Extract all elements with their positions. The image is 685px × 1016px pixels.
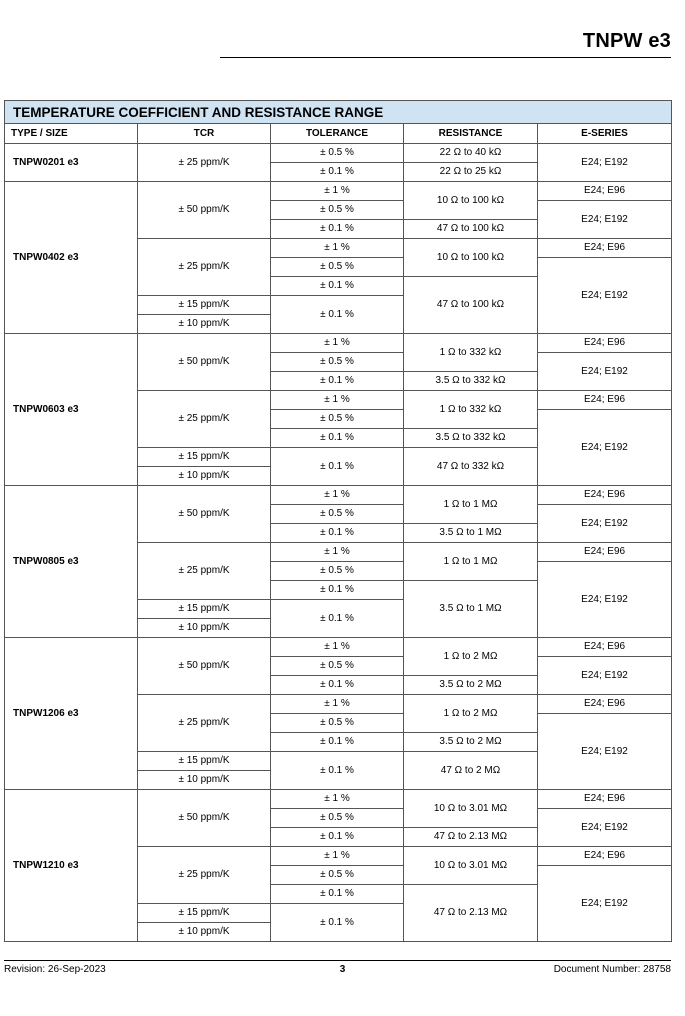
spec-cell: ± 1 % — [271, 543, 404, 562]
table-row — [5, 182, 672, 201]
spec-cell: ± 10 ppm/K — [138, 467, 271, 486]
table-row — [5, 486, 672, 505]
spec-cell: ± 1 % — [271, 638, 404, 657]
spec-cell: E24; E96 — [538, 486, 672, 505]
spec-cell: 3.5 Ω to 2 MΩ — [404, 733, 538, 752]
spec-cell: ± 1 % — [271, 486, 404, 505]
spec-cell: E24; E192 — [538, 657, 672, 695]
table-row — [5, 334, 672, 353]
spec-cell: 47 Ω to 332 kΩ — [404, 448, 538, 486]
spec-cell: ± 0.5 % — [271, 201, 404, 220]
spec-cell: 47 Ω to 2.13 MΩ — [404, 828, 538, 847]
spec-cell: 1 Ω to 332 kΩ — [404, 334, 538, 372]
spec-cell: ± 0.1 % — [271, 296, 404, 334]
spec-cell: ± 0.1 % — [271, 600, 404, 638]
spec-cell: ± 0.1 % — [271, 676, 404, 695]
spec-cell: E24; E96 — [538, 239, 672, 258]
spec-cell: ± 15 ppm/K — [138, 904, 271, 923]
type-size-cell: TNPW1210 e3 — [5, 790, 138, 942]
spec-cell: ± 50 ppm/K — [138, 182, 271, 239]
spec-cell: ± 25 ppm/K — [138, 391, 271, 448]
spec-cell: 47 Ω to 100 kΩ — [404, 277, 538, 334]
table-row — [5, 790, 672, 809]
spec-cell: ± 0.5 % — [271, 657, 404, 676]
spec-cell: ± 0.1 % — [271, 163, 404, 182]
spec-cell: ± 0.1 % — [271, 733, 404, 752]
spec-cell: ± 15 ppm/K — [138, 600, 271, 619]
column-header-resistance: RESISTANCE — [404, 124, 538, 144]
spec-cell: ± 0.1 % — [271, 220, 404, 239]
type-size-cell: TNPW0201 e3 — [5, 144, 138, 182]
spec-cell: ± 25 ppm/K — [138, 543, 271, 600]
table-body — [5, 144, 672, 942]
spec-cell: 3.5 Ω to 1 MΩ — [404, 524, 538, 543]
spec-cell: ± 0.5 % — [271, 562, 404, 581]
spec-cell: 10 Ω to 100 kΩ — [404, 239, 538, 277]
spec-cell: E24; E192 — [538, 410, 672, 486]
spec-cell: ± 0.5 % — [271, 505, 404, 524]
spec-cell: ± 10 ppm/K — [138, 315, 271, 334]
spec-cell: ± 25 ppm/K — [138, 695, 271, 752]
spec-cell: ± 10 ppm/K — [138, 923, 271, 942]
spec-cell: 3.5 Ω to 332 kΩ — [404, 429, 538, 448]
spec-cell: ± 0.5 % — [271, 410, 404, 429]
spec-cell: 1 Ω to 2 MΩ — [404, 638, 538, 676]
column-header-type-size: TYPE / SIZE — [5, 124, 138, 144]
spec-cell: E24; E96 — [538, 695, 672, 714]
spec-cell: E24; E192 — [538, 505, 672, 543]
spec-cell: ± 50 ppm/K — [138, 486, 271, 543]
column-header-e-series: E-SERIES — [538, 124, 672, 144]
spec-cell: 1 Ω to 332 kΩ — [404, 391, 538, 429]
spec-cell: 47 Ω to 2.13 MΩ — [404, 885, 538, 942]
tcr-resistance-table — [4, 100, 672, 942]
spec-cell: ± 25 ppm/K — [138, 239, 271, 296]
spec-cell: ± 50 ppm/K — [138, 334, 271, 391]
spec-cell: 10 Ω to 3.01 MΩ — [404, 790, 538, 828]
type-size-cell: TNPW0603 e3 — [5, 334, 138, 486]
spec-cell: ± 0.1 % — [271, 752, 404, 790]
spec-cell: E24; E192 — [538, 258, 672, 334]
spec-cell: 3.5 Ω to 1 MΩ — [404, 581, 538, 638]
spec-cell: E24; E192 — [538, 144, 672, 182]
spec-cell: ± 0.1 % — [271, 581, 404, 600]
spec-cell: ± 1 % — [271, 790, 404, 809]
spec-cell: ± 10 ppm/K — [138, 619, 271, 638]
spec-cell: 1 Ω to 1 MΩ — [404, 486, 538, 524]
spec-cell: ± 0.5 % — [271, 258, 404, 277]
spec-cell: ± 1 % — [271, 182, 404, 201]
spec-cell: 47 Ω to 100 kΩ — [404, 220, 538, 239]
spec-cell: E24; E192 — [538, 562, 672, 638]
spec-cell: ± 0.1 % — [271, 372, 404, 391]
spec-cell: ± 0.1 % — [271, 448, 404, 486]
spec-cell: E24; E192 — [538, 201, 672, 239]
spec-cell: E24; E96 — [538, 182, 672, 201]
type-size-cell: TNPW1206 e3 — [5, 638, 138, 790]
spec-cell: E24; E192 — [538, 353, 672, 391]
spec-cell: ± 25 ppm/K — [138, 144, 271, 182]
spec-cell: ± 1 % — [271, 847, 404, 866]
spec-cell: 3.5 Ω to 332 kΩ — [404, 372, 538, 391]
revision-date: Revision: 26-Sep-2023 — [4, 964, 106, 975]
spec-cell: 22 Ω to 25 kΩ — [404, 163, 538, 182]
spec-cell: E24; E192 — [538, 714, 672, 790]
page-number: 3 — [339, 964, 346, 975]
spec-cell: ± 1 % — [271, 334, 404, 353]
spec-cell: ± 25 ppm/K — [138, 847, 271, 904]
spec-cell: ± 0.1 % — [271, 524, 404, 543]
table-caption: TEMPERATURE COEFFICIENT AND RESISTANCE RANGE — [5, 101, 672, 124]
spec-cell: 1 Ω to 1 MΩ — [404, 543, 538, 581]
spec-cell: ± 0.5 % — [271, 353, 404, 372]
spec-cell: E24; E96 — [538, 847, 672, 866]
type-size-cell: TNPW0402 e3 — [5, 182, 138, 334]
spec-cell: ± 15 ppm/K — [138, 752, 271, 771]
spec-cell: 10 Ω to 3.01 MΩ — [404, 847, 538, 885]
spec-cell: E24; E96 — [538, 391, 672, 410]
spec-cell: 3.5 Ω to 2 MΩ — [404, 676, 538, 695]
page-title: TNPW e3 — [582, 30, 671, 52]
footer-divider — [4, 960, 671, 961]
spec-cell: ± 0.1 % — [271, 277, 404, 296]
spec-cell: E24; E96 — [538, 790, 672, 809]
spec-cell: ± 50 ppm/K — [138, 790, 271, 847]
spec-cell: ± 1 % — [271, 239, 404, 258]
spec-cell: ± 1 % — [271, 695, 404, 714]
spec-cell: E24; E96 — [538, 638, 672, 657]
spec-cell: ± 0.5 % — [271, 866, 404, 885]
column-header-tolerance: TOLERANCE — [271, 124, 404, 144]
spec-cell: ± 15 ppm/K — [138, 296, 271, 315]
header-divider — [220, 57, 671, 58]
spec-cell: 47 Ω to 2 MΩ — [404, 752, 538, 790]
spec-cell: ± 0.5 % — [271, 144, 404, 163]
spec-cell: ± 0.5 % — [271, 809, 404, 828]
column-header-tcr: TCR — [138, 124, 271, 144]
spec-cell: ± 0.1 % — [271, 885, 404, 904]
document-number: Document Number: 28758 — [553, 964, 671, 975]
spec-cell: ± 10 ppm/K — [138, 771, 271, 790]
table-row — [5, 144, 672, 163]
spec-cell: ± 0.5 % — [271, 714, 404, 733]
spec-cell: ± 0.1 % — [271, 828, 404, 847]
spec-cell: E24; E96 — [538, 334, 672, 353]
spec-cell: 10 Ω to 100 kΩ — [404, 182, 538, 220]
spec-cell: ± 1 % — [271, 391, 404, 410]
type-size-cell: TNPW0805 e3 — [5, 486, 138, 638]
spec-cell: E24; E96 — [538, 543, 672, 562]
spec-cell: ± 50 ppm/K — [138, 638, 271, 695]
spec-cell: E24; E192 — [538, 809, 672, 847]
spec-cell: E24; E192 — [538, 866, 672, 942]
table-row — [5, 638, 672, 657]
spec-cell: 1 Ω to 2 MΩ — [404, 695, 538, 733]
spec-cell: ± 15 ppm/K — [138, 448, 271, 467]
spec-cell: 22 Ω to 40 kΩ — [404, 144, 538, 163]
spec-cell: ± 0.1 % — [271, 429, 404, 448]
spec-cell: ± 0.1 % — [271, 904, 404, 942]
